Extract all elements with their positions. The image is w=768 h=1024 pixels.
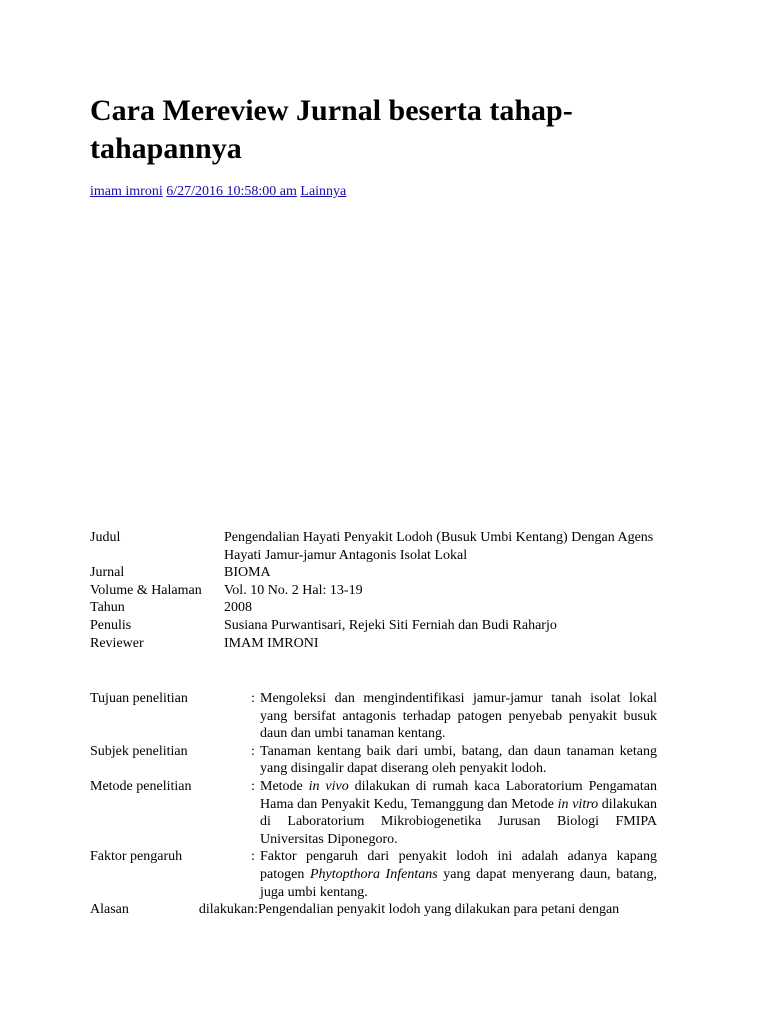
detail-value bbox=[260, 848, 657, 901]
meta-label: Penulis bbox=[90, 617, 132, 633]
date-link[interactable]: 6/27/2016 10:58:00 am bbox=[166, 184, 297, 199]
detail-label-word: Alasan bbox=[90, 902, 129, 918]
meta-row-volume bbox=[90, 582, 664, 600]
detail-italic-text: in vitro bbox=[557, 796, 599, 812]
meta-value: Susiana Purwantisari, Rejeki Siti Ferniah dan Budi Raharjo bbox=[224, 617, 557, 633]
meta-value: IMAM IMRONI bbox=[224, 635, 319, 651]
detail-colon: : bbox=[251, 778, 255, 794]
detail-colon: : bbox=[251, 849, 255, 865]
meta-row-judul bbox=[90, 529, 664, 564]
detail-colon: : bbox=[251, 691, 255, 706]
detail-text: Metode bbox=[260, 778, 303, 794]
meta-value: BIOMA bbox=[224, 565, 271, 581]
meta-row-penulis bbox=[90, 617, 664, 635]
detail-text: Faktor pengaruh dari penyakit lodoh ini adalah adanya kapang patogen bbox=[260, 849, 657, 882]
author-link[interactable]: imam imroni bbox=[90, 184, 163, 199]
detail-colon: : bbox=[251, 743, 255, 759]
detail-text: dilakukan di rumah kaca Laboratorium Pengamatan Hama dan Penyakit Kedu, Temanggung dan Metode bbox=[260, 778, 657, 812]
review-details-table bbox=[90, 690, 657, 919]
detail-value: Pengendalian penyakit lodoh yang dilakukan para petani dengan bbox=[258, 902, 620, 918]
more-link[interactable]: Lainnya bbox=[300, 184, 347, 199]
meta-label: Reviewer bbox=[90, 635, 144, 651]
journal-info-table bbox=[90, 529, 664, 652]
page-title: Cara Mereview Jurnal beserta tahap-tahapannya bbox=[90, 94, 573, 165]
detail-row-faktor bbox=[90, 848, 657, 901]
detail-value: Tanaman kentang baik dari umbi, batang, dan daun tanaman ketang yang disingalir dapat diserang oleh penyakit lodoh. bbox=[260, 743, 657, 777]
detail-text: yang dapat menyerang daun, batang, juga umbi kentang. bbox=[260, 866, 658, 900]
meta-value: 2008 bbox=[224, 600, 252, 616]
detail-row-subjek bbox=[90, 743, 657, 778]
detail-label: Tujuan penelitian bbox=[90, 691, 188, 706]
detail-label: Subjek penelitian bbox=[90, 743, 188, 759]
detail-row-tujuan bbox=[90, 690, 657, 743]
detail-row-metode bbox=[90, 778, 657, 848]
detail-label-word: dilakukan: bbox=[198, 902, 258, 918]
meta-row-tahun bbox=[90, 599, 664, 617]
detail-label bbox=[90, 901, 258, 919]
detail-value: Mengoleksi dan mengindentifikasi jamur-jamur tanah isolat lokal yang bersifat antagonis terhadap patogen penyebab penyakit busuk daun dan umbi tanaman kentang. bbox=[260, 691, 657, 742]
meta-label: Tahun bbox=[90, 600, 125, 616]
detail-label: Metode penelitian bbox=[90, 778, 192, 794]
meta-row-jurnal bbox=[90, 564, 664, 582]
detail-italic-text: Phytopthora Infentans bbox=[309, 866, 438, 882]
detail-label: Faktor pengaruh bbox=[90, 849, 183, 865]
meta-value: Vol. 10 No. 2 Hal: 13-19 bbox=[224, 582, 363, 598]
detail-value bbox=[260, 778, 657, 848]
byline bbox=[90, 183, 346, 201]
meta-label: Jurnal bbox=[90, 565, 125, 581]
meta-label: Volume & Halaman bbox=[90, 582, 202, 598]
meta-row-reviewer bbox=[90, 635, 664, 653]
detail-text: dilakukan di Laboratorium Mikrobiogenetika Jurusan Biologi FMIPA Universitas Diponegoro. bbox=[260, 796, 658, 847]
detail-italic-text: in vivo bbox=[308, 778, 349, 794]
detail-row-alasan bbox=[90, 901, 657, 919]
meta-label: Judul bbox=[90, 530, 121, 545]
meta-value: Pengendalian Hayati Penyakit Lodoh (Busuk Umbi Kentang) Dengan Agens Hayati Jamur-jamur Antagonis Isolat Lokal bbox=[224, 530, 654, 563]
